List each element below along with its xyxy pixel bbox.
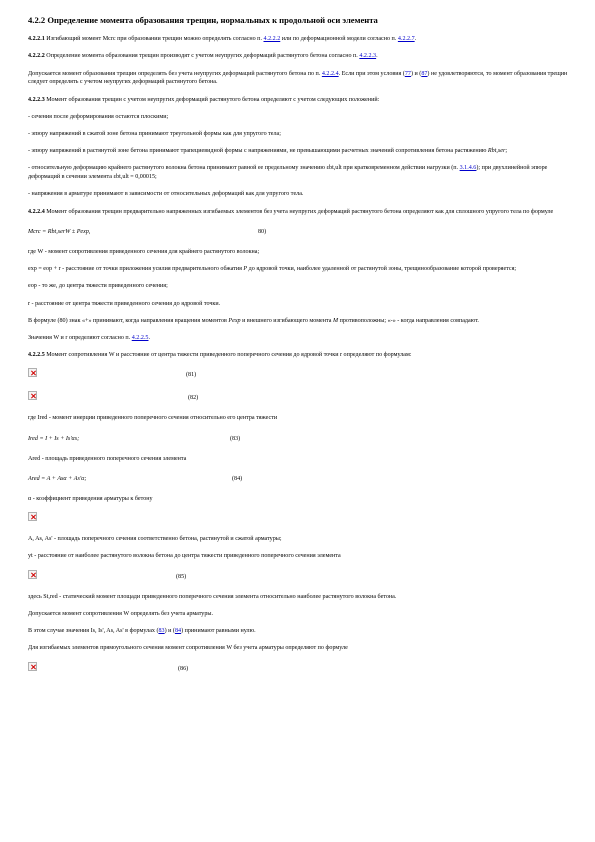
text: до ядровой точки, наиболее удаленной от растянутой зоны, трещинообразование которой проверяется; [247, 266, 517, 273]
definition-yt: yt - расстояние от наиболее растянутого волокна бетона до центра тяжести приведенного поперечного сечения элемента [28, 553, 341, 560]
text: В формуле (80) знак «+» принимают, когда направления вращения моментов [28, 317, 229, 324]
clause-number: 4.2.2.3 [28, 96, 45, 103]
definition-exp [28, 265, 568, 274]
link-formula-77[interactable]: 77 [404, 70, 411, 77]
text: Изгибающий момент Mcrc при образовании трещин можно определять согласно п. [44, 36, 264, 43]
formula-81 [28, 368, 568, 384]
text: . [414, 36, 417, 43]
formula-alpha [28, 512, 568, 528]
text: - относительную деформацию крайнего растянутого волокна бетона принимают равной ее предельному значению εbt,ult при кратковременном действии нагрузки (п. [28, 165, 460, 172]
list-item-tension-zone [28, 147, 568, 156]
paragraph-4-2-2-1 [28, 35, 568, 44]
text: . [376, 53, 378, 60]
clause-number: 4.2.2.4 [28, 208, 45, 215]
definition-r: r - расстояние от центра тяжести приведенного сечения до ядровой точки. [28, 300, 221, 307]
paragraph-rectangular-section: Для изгибаемых элементов прямоугольного сечения момент сопротивления W без учета арматуры определяют по формуле [28, 645, 348, 652]
clause-number: 4.2.2.1 [28, 36, 45, 43]
list-item-compressed-zone: - эпюру напряжений в сжатой зоне бетона принимают треугольной формы как для упругого тела; [28, 131, 281, 138]
document-page [28, 14, 568, 685]
text: и внешнего изгибающего момента [240, 317, 333, 324]
broken-image-icon [28, 391, 37, 400]
text: Определение момента образования трещин производят с учетом неупругих деформаций растянутого бетона согласно п. [44, 53, 360, 60]
formula-86 [28, 662, 568, 678]
definition-ared: Ared - площадь приведенного поперечного сечения элемента [28, 455, 187, 462]
formula-83-number: (83) [230, 435, 241, 442]
text: Допускается момент образования трещин определять без учета неупругих деформаций растянутого бетона по п. [28, 70, 322, 77]
formula-86-number: (86) [178, 665, 189, 672]
paragraph-4-2-2-4 [28, 208, 568, 217]
text: ; [505, 148, 508, 155]
broken-image-icon [28, 570, 37, 579]
link-formula-84[interactable]: 84 [174, 628, 182, 635]
definition-areas: A, As, As' - площадь поперечного сечения соответственно бетона, растянутой и сжатой арматуры; [28, 536, 282, 543]
formula-84-text: Ared = A + Asα + As'α; [28, 475, 87, 482]
symbol-p: P [243, 266, 248, 273]
formula-80-number: 80) [258, 228, 267, 235]
broken-image-icon [28, 512, 37, 521]
formula-83 [28, 432, 568, 448]
formula-80-text: Mcrc = Rbt,serW ± Pexp, [28, 228, 91, 235]
formula-81-number: (81) [186, 372, 197, 379]
text: . [148, 335, 151, 341]
paragraph-4-2-2-3 [28, 96, 568, 105]
definition-ired: где Ired - момент инерции приведенного поперечного сечения относительно его центра тяжести [28, 415, 278, 422]
paragraph-without-reinforcement: Допускается момент сопротивления W определять без учета арматуры. [28, 610, 213, 617]
link-4-2-2-5[interactable]: 4.2.2.5 [131, 335, 149, 341]
text: exp = eop + r - расстояние от точки приложения усилия предварительного обжатия [28, 266, 244, 273]
paragraph-4-2-2-5 [28, 351, 568, 360]
paragraph-values-w-r [28, 334, 568, 343]
text: Момент образования трещин предварительно напряженных изгибаемых элементов без учета неупругих деформаций растянутого бетона определяют как для сплошного упругого тела по формуле [44, 208, 554, 215]
paragraph-allowance [28, 70, 568, 87]
text: ) и ( [410, 70, 422, 77]
text: или по деформационной модели согласно п. [280, 36, 398, 43]
definition-eop: eop - то же, до центра тяжести приведенного сечения; [28, 283, 168, 290]
formula-82-number: (82) [188, 395, 199, 402]
text: ); при двухлинейной эпюре деформаций в сечении элемента εbt,ult = 0,00015; [28, 165, 548, 181]
clause-number: 4.2.2.2 [28, 53, 45, 60]
text: ) не удовлетворяются, то момент образования трещин следует определять с учетом неупругих деформаций растянутого бетона. [28, 70, 568, 86]
text: Значения W и r определяют согласно п. [28, 335, 132, 341]
text: ) принимают равными нулю. [181, 628, 256, 635]
formula-83-text: Ired = I + Is + Is'αs; [28, 435, 80, 442]
broken-image-icon [28, 662, 37, 671]
list-item-reinforcement-stress: - напряжения в арматуре принимают в зависимости от относительных деформаций как для упругого тела. [28, 191, 304, 198]
link-4-2-2-7[interactable]: 4.2.2.7 [397, 36, 415, 43]
formula-82 [28, 391, 568, 407]
symbol-pexp: Pexp [228, 317, 241, 324]
formula-84-number: (84) [232, 475, 243, 482]
section-heading: 4.2.2 Определение момента образования трещин, нормальных к продольной оси элемента [28, 15, 378, 25]
sign-rule-paragraph [28, 317, 568, 326]
paragraph-4-2-2-2 [28, 52, 568, 61]
link-4-2-2-4[interactable]: 4.2.2.4 [321, 70, 339, 77]
text: . Если при этом условия ( [338, 70, 405, 77]
definition-st-red: здесь St,red - статический момент площади приведенного поперечного сечения элемента относительно наиболее растянутого волокна бетона. [28, 593, 397, 600]
text: - эпюру напряжений в растянутой зоне бетона принимают трапециевидной формы с напряжениями, не превышающими расчетных значений сопротивления бетона растяжению [28, 148, 488, 155]
list-item-plane-sections: - сечения после деформирования остаются плоскими; [28, 113, 169, 120]
formula-84 [28, 472, 568, 488]
definition-w: где W - момент сопротивления приведенного сечения для крайнего растянутого волокна; [28, 248, 260, 255]
link-formula-83[interactable]: 83 [158, 628, 165, 635]
formula-85 [28, 570, 568, 586]
clause-number: 4.2.2.5 [28, 352, 45, 359]
link-4-2-2-2[interactable]: 4.2.2.2 [263, 36, 281, 43]
symbol-rbt-ser: Rbt,ser [487, 148, 506, 155]
symbol-m: M [332, 317, 339, 324]
link-3-1-4-6[interactable]: 3.1.4.6 [459, 165, 477, 172]
list-item-ultimate-strain [28, 164, 568, 181]
paragraph-zero-values [28, 627, 568, 636]
text: противоположны; «-» - когда направления совпадают. [338, 317, 479, 324]
text: Момент сопротивления W и расстояние от центра тяжести приведенного поперечного сечения до ядровой точки r определяют по формулам: [44, 352, 412, 359]
text: Момент образования трещин с учетом неупругих деформаций растянутого бетона определяют с учетом следующих положений: [44, 96, 380, 103]
text: В этом случае значения Is, Is', As, As' в формулах ( [28, 628, 159, 635]
link-4-2-2-3[interactable]: 4.2.2.3 [359, 53, 377, 60]
text: ) и ( [164, 628, 175, 635]
link-formula-87[interactable]: 87 [421, 70, 428, 77]
formula-85-number: (85) [176, 573, 187, 580]
formula-80 [28, 225, 568, 241]
broken-image-icon [28, 368, 37, 377]
definition-alpha: α - коэффициент приведения арматуры к бетону [28, 495, 153, 502]
